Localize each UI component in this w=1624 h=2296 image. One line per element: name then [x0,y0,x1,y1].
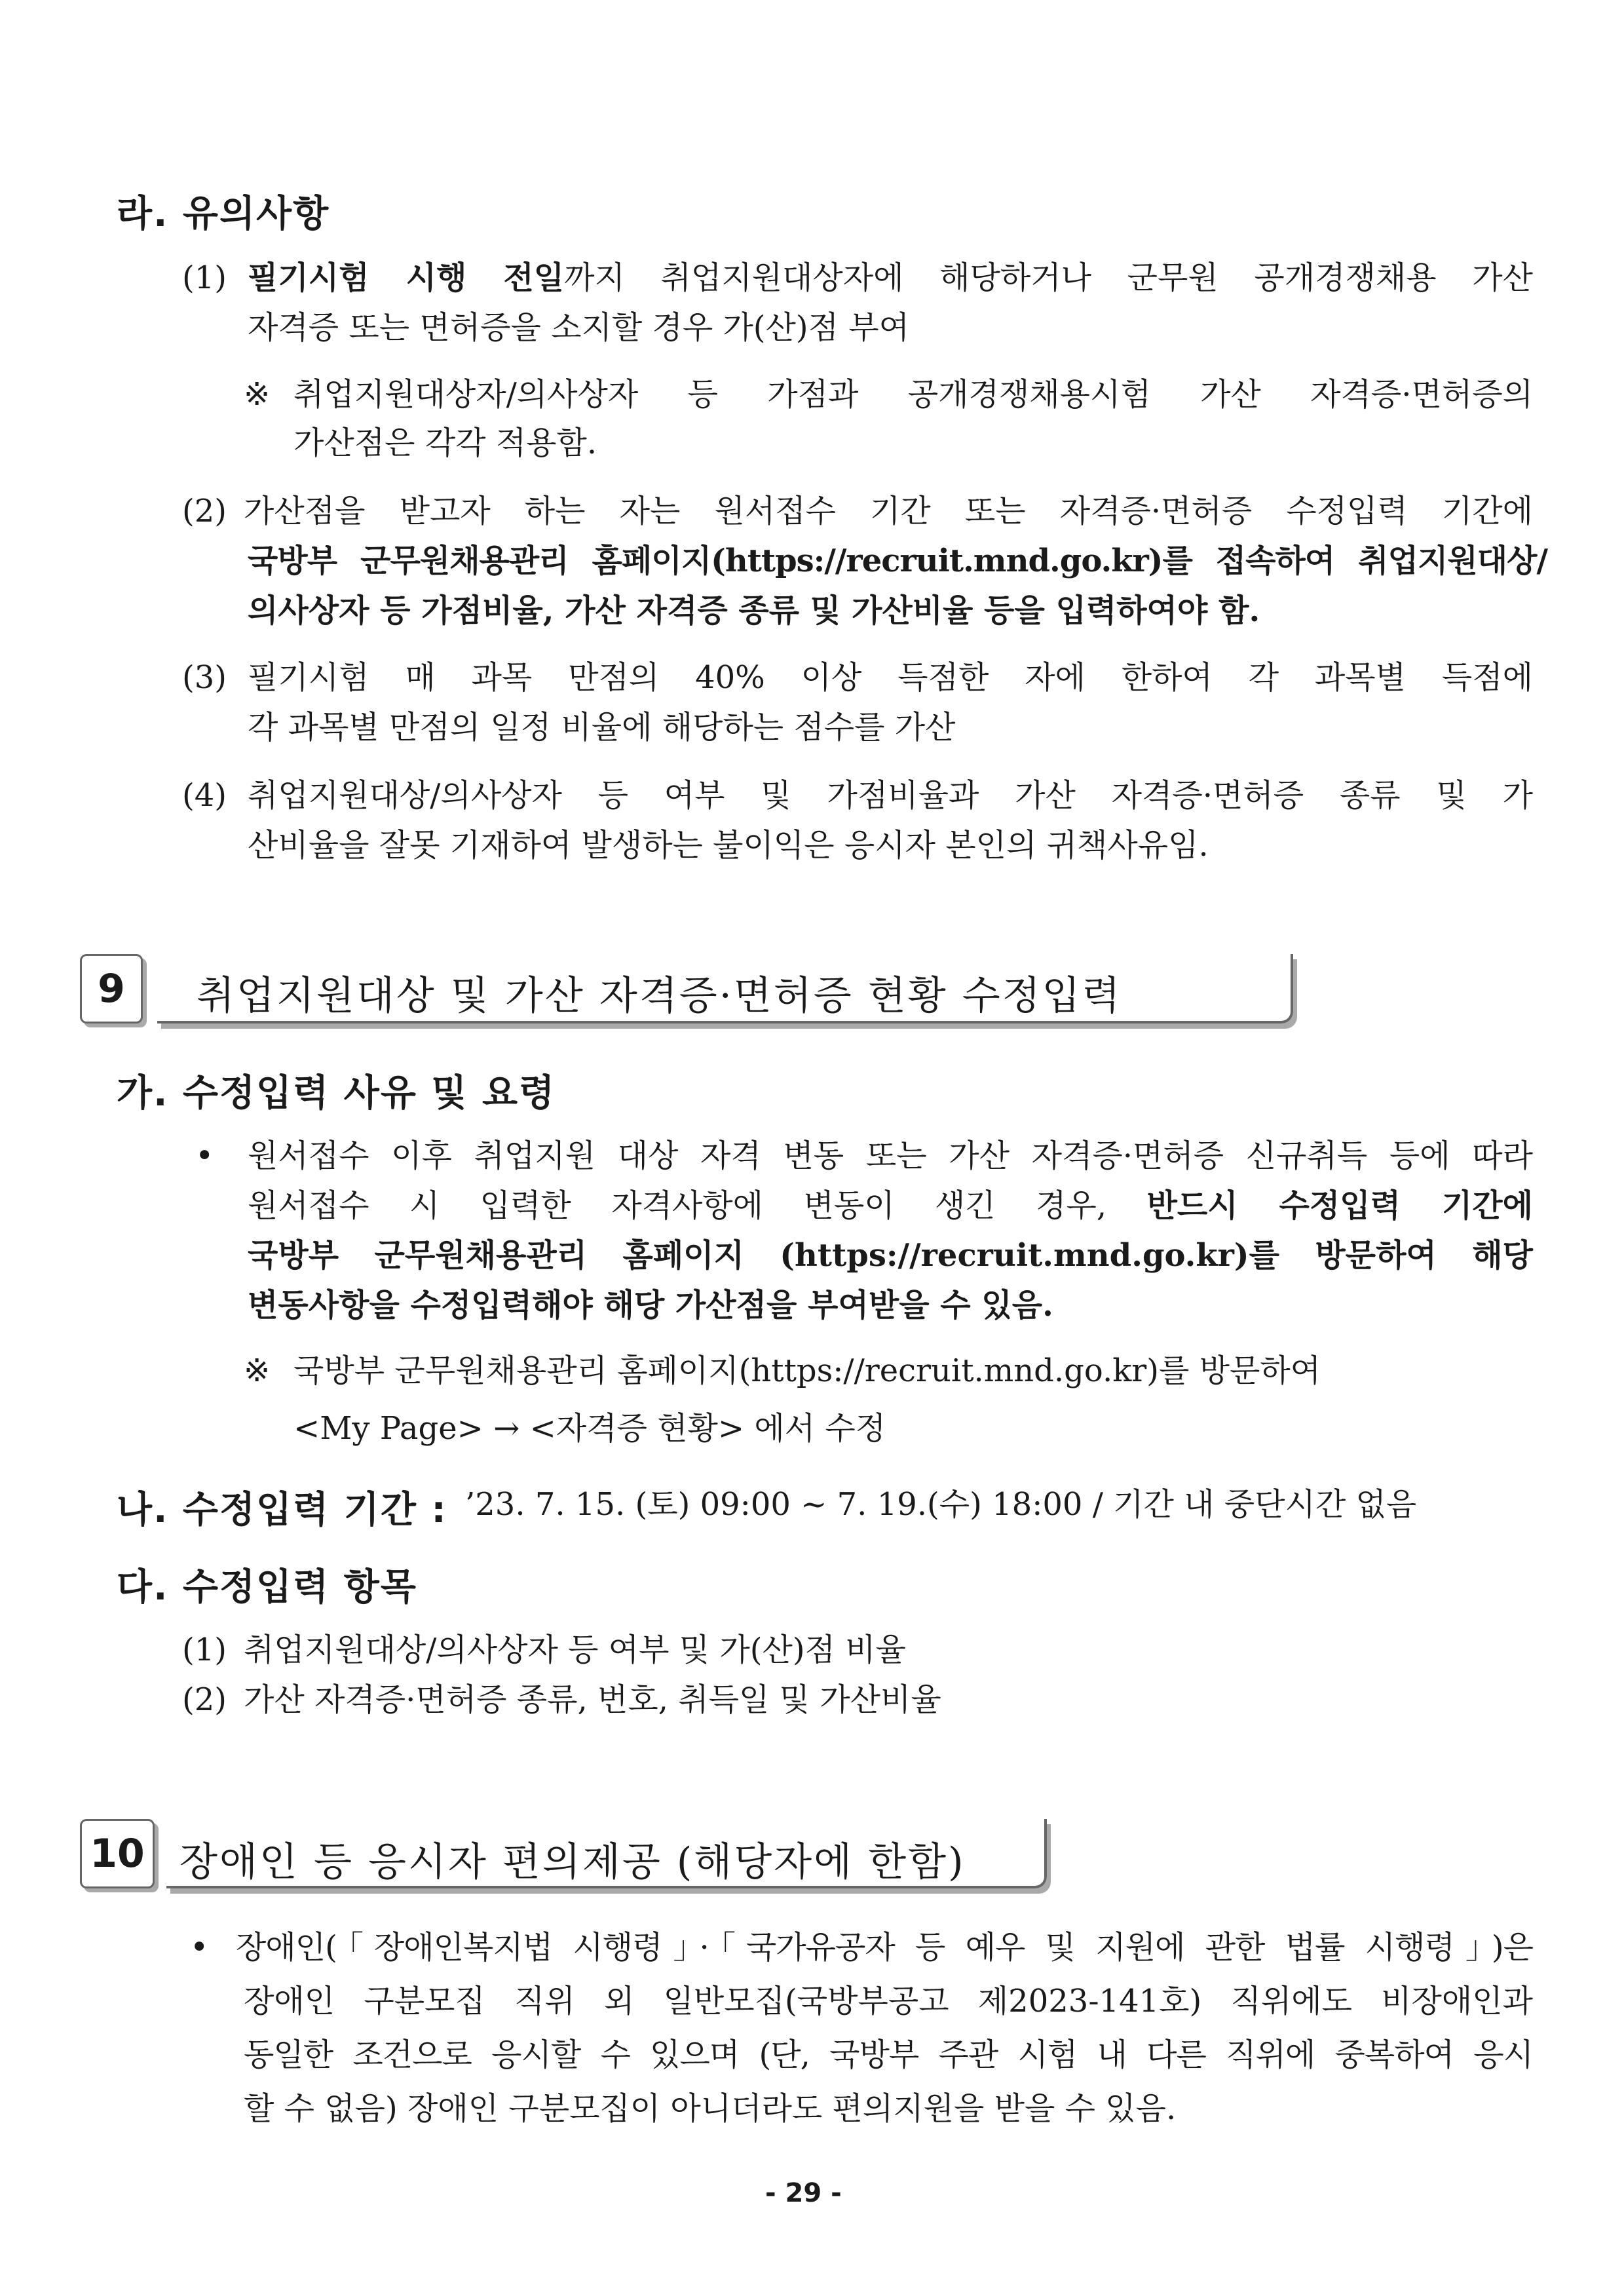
ra-item-2-line-2: 국방부 군무원채용관리 홈페이지(https://recruit.mnd.go.kr)를 접속하여 취업지원대상/ [248,543,1547,579]
sec10-line-2: 장애인 구분모집 직위 외 일반모집(국방부공고 제2023-141호) 직위에도 비장애인과 [244,1983,1533,2019]
heading-da: 다. 수정입력 항목 [117,1566,417,1609]
ga-note-line-1: 국방부 군무원채용관리 홈페이지(https://recruit.mnd.go.kr)를 방문하여 [293,1352,1321,1389]
da-item-2-num: (2) [182,1681,227,1718]
da-item-1-text: 취업지원대상/의사상자 등 여부 및 가(산)점 비율 [244,1632,906,1668]
section-9-number-box [80,954,143,1024]
ra-note-line-2: 가산점은 각각 적용함. [293,425,597,461]
ga-note-line-2: <My Page> → <자격증 현황> 에서 수정 [293,1410,886,1447]
ra-item-1-rest: 까지 취업지원대상자에 해당하거나 군무원 공개경쟁채용 가산 [564,259,1534,296]
section-9-title: 취업지원대상 및 가산 자격증·면허증 현황 수정입력 [197,973,1122,1019]
section-10-number-box [80,1819,155,1888]
ra-item-2-line-3: 의사상자 등 가점비율, 가산 자격증 종류 및 가산비율 등을 입력하여야 함. [248,592,1260,629]
ra-item-1-line-1 [248,259,1533,296]
ra-item-2-num: (2) [182,493,227,529]
ra-item-1-bold: 필기시험 시행 전일 [248,259,565,296]
ga-line-1: 원서접수 이후 취업지원 대상 자격 변동 또는 가산 자격증·면허증 신규취득 등에 따라 [248,1138,1533,1174]
ga-line-3: 국방부 군무원채용관리 홈페이지 (https://recruit.mnd.go.kr)를 방문하여 해당 [248,1237,1533,1274]
sec10-line-1: 장애인(「장애인복지법 시행령」·「국가유공자 등 예우 및 지원에 관한 법률 시행령」)은 [236,1929,1533,1966]
ga-line-2-bold: 반드시 수정입력 기간에 [1146,1187,1533,1224]
section-10-title: 장애인 등 응시자 편의제공 (해당자에 한함) [179,1839,966,1885]
ra-item-3-line-2: 각 과목별 만점의 일정 비율에 해당하는 점수를 가산 [248,709,956,746]
ra-item-3-line-1: 필기시험 매 과목 만점의 40% 이상 득점한 자에 한하여 각 과목별 득점에 [248,659,1533,696]
da-item-1-num: (1) [182,1632,227,1668]
ra-item-3-num: (3) [182,659,227,696]
ra-item-1-line-2: 자격증 또는 면허증을 소지할 경우 가(산)점 부여 [248,309,909,346]
section-9-number: 9 [98,966,125,1012]
sec10-line-3: 동일한 조건으로 응시할 수 있으며 (단, 국방부 주관 시험 내 다른 직위에 중복하여 응시 [244,2037,1533,2073]
da-item-2-text: 가산 자격증·면허증 종류, 번호, 취득일 및 가산비율 [244,1681,941,1718]
ga-line-4: 변동사항을 수정입력해야 해당 가산점을 부여받을 수 있음. [248,1287,1053,1324]
ga-bullet: • [195,1138,214,1174]
ra-item-4-line-1: 취업지원대상/의사상자 등 여부 및 가점비율과 가산 자격증·면허증 종류 및 가 [248,777,1533,814]
ga-note-mark: ※ [244,1352,271,1389]
heading-na: 나. 수정입력 기간 : [117,1489,447,1531]
ga-line-2 [248,1187,1533,1224]
ra-note-line-1: 취업지원대상자/의사상자 등 가점과 공개경쟁채용시험 가산 자격증·면허증의 [293,376,1533,413]
heading-ra: 라. 유의사항 [117,193,330,235]
section-10-number: 10 [90,1831,145,1877]
ra-note-mark: ※ [244,376,271,413]
ra-item-2-line-1: 가산점을 받고자 하는 자는 원서접수 기간 또는 자격증·면허증 수정입력 기간에 [244,493,1533,529]
ra-item-4-num: (4) [182,777,227,814]
sec10-line-4: 할 수 없음) 장애인 구분모집이 아니더라도 편의지원을 받을 수 있음. [244,2090,1177,2127]
na-period-text: ’23. 7. 15. (토) 09:00 ~ 7. 19.(수) 18:00 / 기간 내 중단시간 없음 [465,1486,1417,1523]
ga-line-2-normal: 원서접수 시 입력한 자격사항에 변동이 생긴 경우, [248,1187,1107,1224]
page-number: - 29 - [765,2178,842,2208]
heading-ga: 가. 수정입력 사유 및 요령 [117,1072,556,1115]
sec10-bullet: • [190,1929,209,1966]
ra-item-4-line-2: 산비율을 잘못 기재하여 발생하는 불이익은 응시자 본인의 귀책사유임. [248,827,1209,864]
ra-item-1-num: (1) [182,259,227,296]
